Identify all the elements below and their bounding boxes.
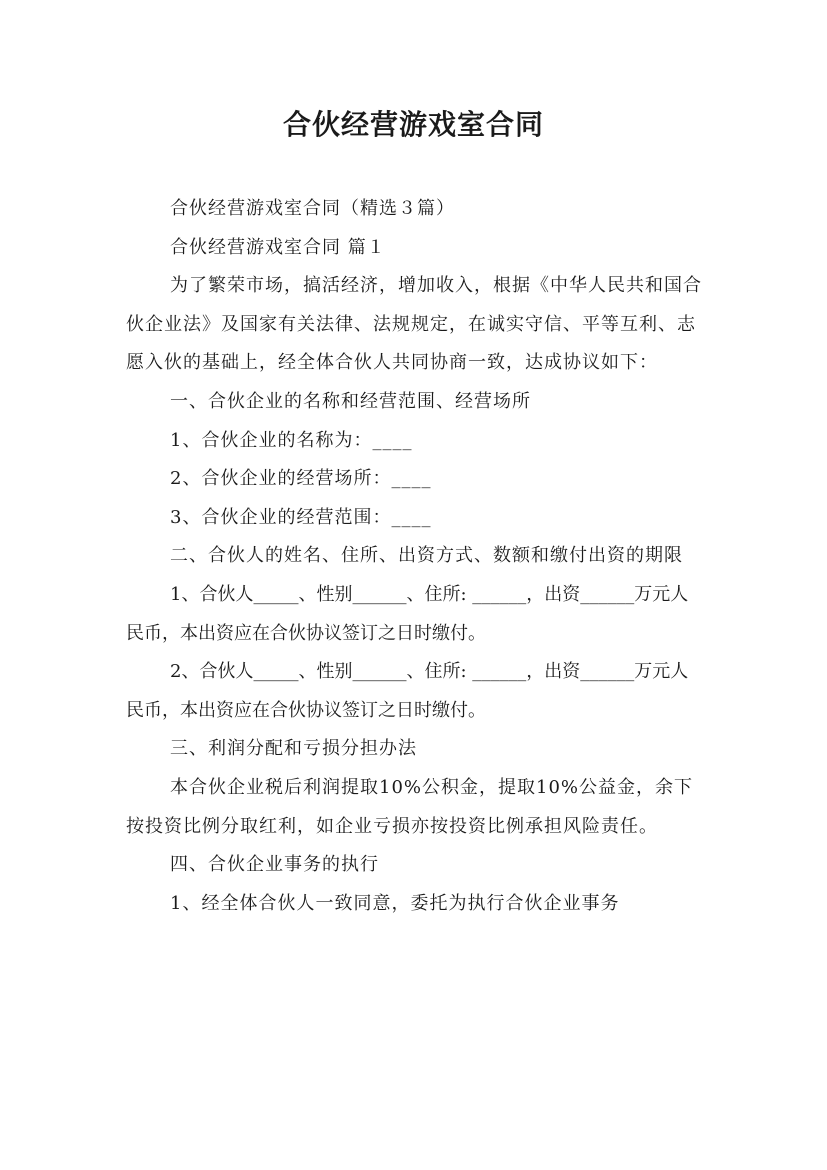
section-heading: 合伙经营游戏室合同 篇１ [170,236,386,258]
clause-heading-3: 三、利润分配和亏损分担办法 [170,738,417,760]
clause-item: 2、合伙企业的经营场所：____ [170,468,432,490]
document-title: 合伙经营游戏室合同 [282,108,544,141]
clause-heading-2: 二、合伙人的姓名、住所、出资方式、数额和缴付出资的期限 [170,545,683,567]
partner-item: 1、合伙人_____、性别______、住所: ______，出资______万元人民币，本出资应在合伙协议签订之日时缴付。 [126,583,689,644]
collection-heading: 合伙经营游戏室合同（精选３篇） [170,198,455,219]
clause-item: 1、经全体合伙人一致同意，委托为执行合伙企业事务 [170,892,620,914]
partner-item: 2、合伙人_____、性别______、住所: ______，出资______万元人民币，本出资应在合伙协议签订之日时缴付。 [126,661,689,721]
clause-heading-1: 一、合伙企业的名称和经营范围、经营场所 [170,390,531,412]
preamble-paragraph: 为了繁荣市场，搞活经济，增加收入，根据《中华人民共和国合伙企业法》及国家有关法律、法规规定，在诚实守信、平等互利、志愿入伙的基础上，经全体合伙人共同协商一致，达成协议如下： [126,275,702,374]
clause-item: 3、合伙企业的经营范围：____ [170,506,432,528]
profit-paragraph: 本合伙企业税后利润提取10%公积金，提取10%公益金，余下按投资比例分取红利，如企业亏损亦按投资比例承担风险责任。 [126,776,694,837]
clause-heading-4: 四、合伙企业事务的执行 [170,854,379,876]
clause-item: 1、合伙企业的名称为：____ [170,429,413,451]
document-body [126,190,706,923]
